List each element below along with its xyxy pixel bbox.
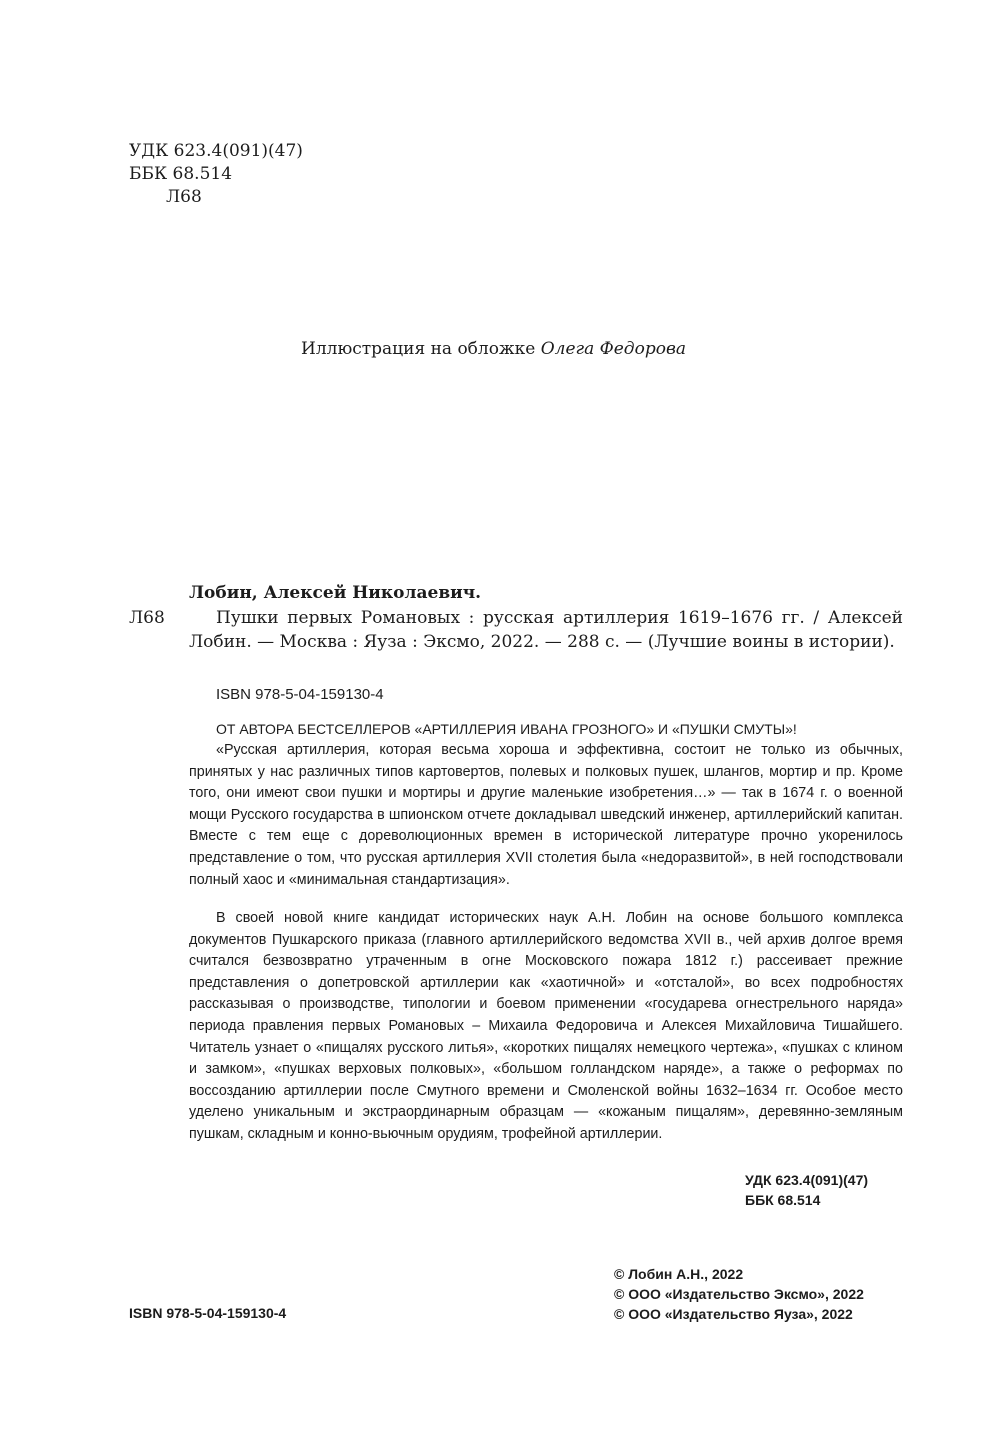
udk-code: УДК 623.4(091)(47) (129, 141, 303, 161)
catalog-bbk-code: ББК 68.514 (745, 1192, 821, 1208)
footer-isbn: ISBN 978-5-04-159130-4 (129, 1305, 287, 1321)
copyright-line: © ООО «Издательство Эксмо», 2022 (614, 1286, 864, 1302)
annotation-paragraph: «Русская артиллерия, которая весьма хороша и эффективна, состоит не только из обычных, принятых у нас различных типов картовертов, полевых и полковых пушек, шлангов, мортир и пр. Кроме того, они имеют свои пушки и мортиры и другие маленькие изобретения…» — так в 1674 г. о военной мощи Русского государства в шпионском отчете докладывал шведский инженер, артиллерийский капитан. Вместе с тем еще с дореволюционных времен в исторической литературе прочно укоренилось представление о том, что русская артиллерия XVII столетия была «недоразвитой», в ней господствовали полный хаос и «минимальная стандартизация». (189, 742, 903, 888)
author-mark: Л68 (166, 187, 202, 207)
classification-codes (129, 140, 303, 209)
annotation-heading: ОТ АВТОРА БЕСТСЕЛЛЕРОВ «АРТИЛЛЕРИЯ ИВАНА ГРОЗНОГО» И «ПУШКИ СМУТЫ»! (216, 721, 797, 737)
copyright-line: © ООО «Издательство Яуза», 2022 (614, 1306, 853, 1322)
catalog-codes (745, 1170, 868, 1210)
illustration-credit (0, 338, 987, 361)
catalog-isbn: ISBN 978-5-04-159130-4 (216, 686, 384, 703)
copyright-notices (614, 1264, 864, 1324)
illustration-credit-artist: Олега Федорова (540, 339, 686, 359)
catalog-udk-code: УДК 623.4(091)(47) (745, 1172, 869, 1188)
bibliographic-description: Пушки первых Романовых : русская артиллерия 1619–1676 гг. / Алексей Лобин. — Москва : Яуза : Эксмо, 2022. — 288 с. — (Лучшие воины в истории). (189, 608, 903, 652)
bbk-code: ББК 68.514 (129, 164, 233, 184)
catalog-author-mark: Л68 (129, 608, 165, 628)
illustration-credit-prefix: Иллюстрация на обложке (301, 339, 541, 359)
annotation-paragraph: В своей новой книге кандидат исторических наук А.Н. Лобин на основе большого комплекса документов Пушкарского приказа (главного артиллерийского ведомства XVII в., чей архив долгое время считался безвозвратно утраченным в огне Московского пожара 1812 г.) рассеивает прежние представления о допетровской артиллерии как «хаотичной» и «отсталой», во всех подробностях рассказывая о производстве, типологии и боевом применении «государева огнестрельного наряда» периода правления первых Романовых – Михаила Федоровича и Алексея Михайловича Тишайшего. Читатель узнает о «пищалях русского литья», «коротких пищалях немецкого чертежа», «пушках с клином и замком», «пушках верховых полковых», «большом голландском наряде», а также о реформах по воссозданию артиллерии после Смутного времени и Смоленской войны 1632–1634 гг. Особое место уделено уникальным и экстраординарным образцам — «кожаным пищалям», деревянно-земляным пушкам, складным и конно-вьючным орудиям, трофейной артиллерии. (189, 910, 903, 1142)
copyright-line: © Лобин А.Н., 2022 (614, 1266, 744, 1282)
author-heading: Лобин, Алексей Николаевич. (189, 583, 482, 603)
